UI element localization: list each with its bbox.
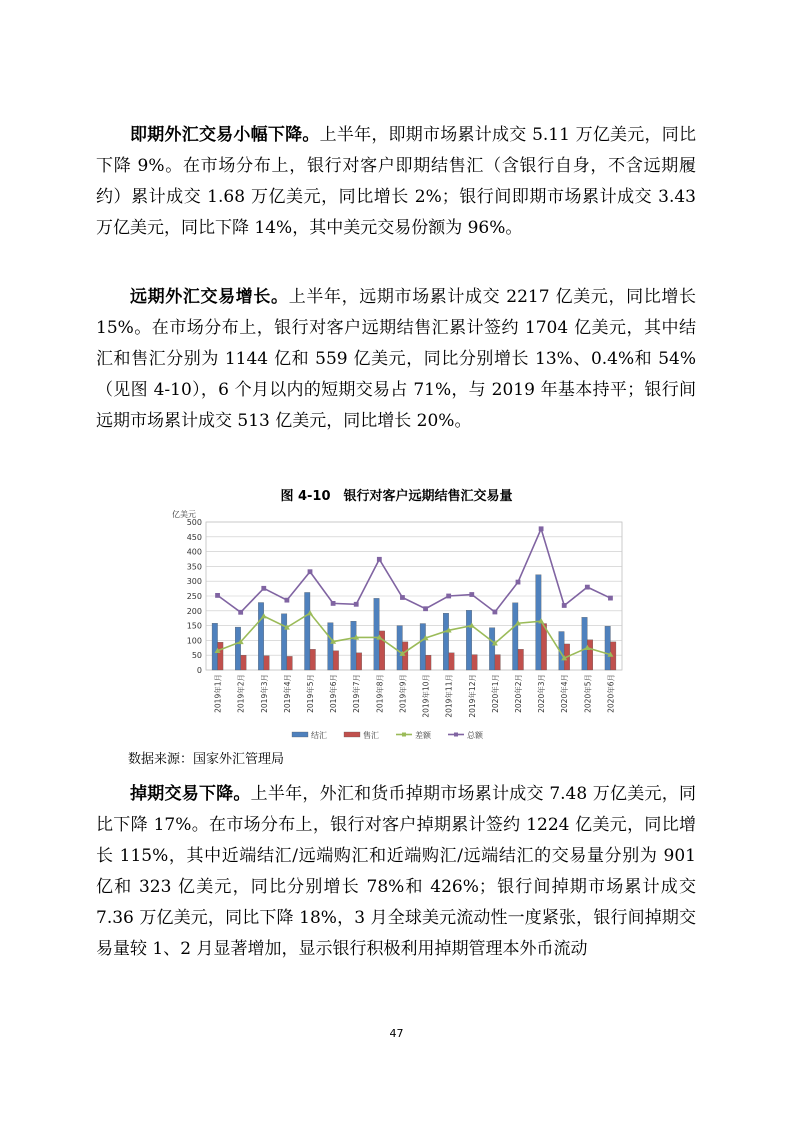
bar-结汇 — [328, 623, 334, 670]
legend-label-总额: 总额 — [467, 731, 483, 740]
bar-售汇 — [426, 655, 432, 670]
x-tick-label: 2020年2月 — [514, 674, 523, 713]
bar-售汇 — [518, 649, 524, 670]
x-tick-label: 2019年12月 — [467, 674, 477, 718]
point-总额 — [423, 606, 428, 611]
bar-售汇 — [287, 656, 293, 670]
paragraph-spot-fx — [96, 120, 696, 244]
paragraph-text: 上半年，外汇和货币掉期市场累计成交 7.48 万亿美元，同比下降 17%。在市场分布上，银行对客户掉期累计签约 1224 亿美元，同比增长 115%，其中近端结汇/远端购汇和近端购汇/远端结汇的交易量分别为 901 亿和 323 亿美元，同比分别增长 78%和 426%；银行间掉期市场累计成交 7.36 万亿美元，同比下降 18%，3 月全球美元流动性一度紧张，银行间掉期交易量较 1、2 月显著增加，显示银行积极利用掉期管理本外币流动 — [96, 784, 696, 959]
bar-售汇 — [495, 655, 501, 670]
page-number: 47 — [389, 1027, 404, 1040]
y-tick-label: 350 — [186, 562, 202, 572]
bar-结汇 — [374, 598, 380, 670]
point-总额 — [539, 526, 544, 531]
point-总额 — [308, 569, 313, 574]
bar-售汇 — [218, 642, 224, 670]
bar-售汇 — [356, 653, 362, 670]
bar-结汇 — [605, 626, 611, 670]
x-tick-label: 2020年1月 — [490, 674, 500, 713]
paragraph-heading: 即期外汇交易小幅下降。 — [130, 125, 320, 145]
y-tick-label: 400 — [186, 547, 202, 557]
y-tick-label: 300 — [186, 577, 202, 587]
y-tick-label: 0 — [196, 666, 202, 675]
y-tick-label: 450 — [186, 532, 202, 542]
y-tick-label: 100 — [186, 636, 202, 646]
x-tick-label: 2019年3月 — [259, 674, 269, 713]
bar-售汇 — [333, 651, 339, 670]
bar-结汇 — [305, 592, 311, 670]
legend-swatch-结汇 — [292, 732, 308, 737]
point-总额 — [492, 610, 497, 615]
forward-fx-chart — [160, 504, 630, 744]
y-tick-label: 250 — [186, 592, 202, 601]
bar-结汇 — [420, 624, 426, 670]
bar-结汇 — [351, 621, 357, 670]
x-tick-label: 2019年1月 — [213, 674, 223, 713]
point-总额 — [585, 585, 590, 590]
bar-结汇 — [235, 627, 241, 670]
bar-售汇 — [449, 653, 455, 670]
legend-swatch-售汇 — [344, 732, 360, 737]
bar-售汇 — [402, 642, 408, 670]
paragraph-swap-fx — [96, 779, 696, 965]
point-总额 — [446, 594, 451, 599]
legend-label-差额: 差额 — [415, 731, 431, 740]
figure-title: 图 4-10 银行对客户远期结售汇交易量 — [280, 489, 513, 504]
y-tick-label: 50 — [191, 651, 202, 661]
point-总额 — [469, 592, 474, 597]
point-总额 — [608, 596, 613, 601]
legend-marker-差额 — [402, 733, 406, 737]
paragraph-forward-fx — [96, 282, 696, 437]
x-tick-label: 2019年5月 — [306, 674, 315, 713]
x-tick-label: 2019年7月 — [352, 674, 362, 713]
point-总额 — [354, 602, 359, 607]
paragraph-heading: 远期外汇交易增长。 — [130, 287, 289, 307]
y-tick-label: 150 — [186, 621, 202, 631]
legend-label-售汇: 售汇 — [363, 731, 379, 740]
point-总额 — [215, 593, 220, 598]
x-tick-label: 2019年2月 — [236, 674, 246, 713]
x-tick-label: 2019年8月 — [375, 674, 385, 713]
bar-结汇 — [466, 610, 472, 670]
point-总额 — [516, 580, 521, 585]
point-总额 — [238, 610, 243, 615]
bar-售汇 — [264, 656, 270, 670]
point-总额 — [284, 598, 289, 603]
bar-售汇 — [241, 655, 247, 670]
bar-结汇 — [443, 613, 449, 670]
bar-售汇 — [541, 624, 547, 670]
bar-结汇 — [281, 614, 287, 670]
bar-结汇 — [397, 626, 403, 670]
x-tick-label: 2020年6月 — [606, 674, 616, 713]
bar-结汇 — [212, 623, 218, 670]
y-axis-label: 亿美元 — [172, 510, 196, 519]
point-总额 — [400, 595, 405, 600]
x-tick-label: 2019年11月 — [444, 674, 454, 718]
bar-结汇 — [489, 628, 495, 670]
bar-结汇 — [258, 603, 264, 670]
legend-marker-总额 — [454, 733, 458, 737]
bar-售汇 — [472, 655, 478, 670]
data-source: 数据来源：国家外汇管理局 — [128, 752, 285, 767]
bar-售汇 — [587, 640, 593, 670]
paragraph-heading: 掉期交易下降。 — [130, 784, 251, 804]
point-总额 — [562, 603, 567, 608]
y-tick-label: 500 — [186, 518, 202, 527]
x-tick-label: 2019年6月 — [329, 674, 339, 713]
point-总额 — [261, 586, 266, 591]
bar-结汇 — [582, 617, 588, 670]
paragraph-text: 上半年，即期市场累计成交 5.11 万亿美元，同比下降 9%。在市场分布上，银行对客户即期结售汇（含银行自身，不含远期履约）累计成交 1.68 万亿美元，同比增长 2%；银行间即期市场累计成交 3.43 万亿美元，同比下降 14%，其中美元交易份额为 96%。 — [96, 125, 696, 238]
x-tick-label: 2019年10月 — [421, 674, 431, 718]
x-tick-label: 2019年4月 — [282, 674, 292, 713]
legend-label-结汇: 结汇 — [311, 731, 327, 740]
x-tick-label: 2020年4月 — [560, 674, 570, 713]
paragraph-text: 上半年，远期市场累计成交 2217 亿美元，同比增长 15%。在市场分布上，银行对客户远期结售汇累计签约 1704 亿美元，其中结汇和售汇分别为 1144 亿和 559 亿美元，同比分别增长 13%、0.4%和 54%（见图 4-10），6 个月以内的短期交易占 71%，与 2019 年基本持平；银行间远期市场累计成交 513 亿美元，同比增长 20%。 — [96, 287, 697, 431]
x-tick-label: 2019年9月 — [398, 674, 408, 713]
x-tick-label: 2020年3月 — [537, 674, 547, 713]
y-tick-label: 200 — [186, 606, 202, 616]
point-总额 — [331, 601, 336, 606]
x-tick-label: 2020年5月 — [583, 674, 593, 713]
bar-结汇 — [513, 603, 519, 670]
point-总额 — [377, 557, 382, 562]
bar-售汇 — [310, 649, 316, 670]
